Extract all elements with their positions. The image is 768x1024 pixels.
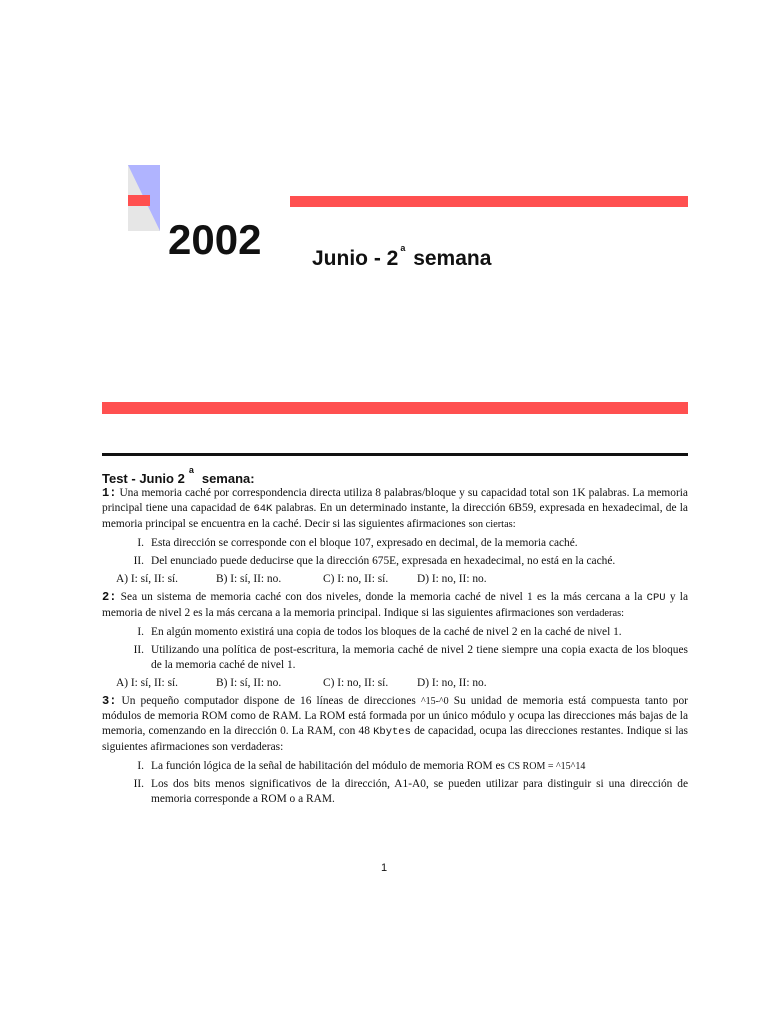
rom-enable-formula: CS ROM = ^15^14 [507, 761, 586, 772]
statement-item: I. En algún momento existirá una copia de todos los bloques de la caché de nivel 2 en la caché de nivel 1. [137, 626, 622, 638]
header-accent-bar [290, 196, 688, 207]
header-decoration [128, 165, 160, 231]
address-bits: A1-A0 [394, 778, 426, 790]
answer-option-a: A) I: sí, II: sí. [116, 677, 179, 689]
section-rule [102, 453, 688, 456]
statement-item: I. La función lógica de la señal de habilitación del módulo de memoria ROM es CS ROM = ^15^14 [137, 760, 586, 772]
test-title: Test - Junio 2$^a$semana: [102, 465, 255, 486]
question-number: 2: [102, 590, 117, 604]
question-number: 3: [102, 694, 117, 708]
statement-item: II. Del enunciado puede deducirse que la dirección 675E, expresada en hexadecimal, no está en la caché. [133, 555, 616, 567]
document-subtitle: Junio - 2 $^a$ semana [312, 243, 492, 270]
address-lines-expression: ^15-^0 [420, 696, 449, 707]
document-year: 2002 [168, 216, 262, 263]
statement-item: I. Esta dirección se corresponde con el bloque 107, expresado en decimal, de la memoria caché. [137, 537, 578, 549]
question-3 [102, 694, 688, 807]
page-number: 1 [380, 862, 388, 874]
answer-option-b: B) I: sí, II: no. [216, 573, 282, 585]
question-2-statement: 2: Sea un sistema de memoria caché con dos niveles, donde la memoria caché de nivel 1 es la más cercana a la CPU y la memoria de nivel 2 es la más cercana a la memoria principal. Indique si las siguientes afirmaciones son verdaderas: [102, 590, 689, 619]
answer-option-b: B) I: sí, II: no. [216, 677, 282, 689]
answer-option-c: C) I: no, II: sí. [323, 677, 389, 689]
answer-option-a: A) I: sí, II: sí. [116, 573, 179, 585]
answer-option-d: D) I: no, II: no. [417, 677, 487, 689]
answer-options [116, 676, 688, 691]
statement-item: II. Los dos bits menos significativos de la dirección, A1-A0, se pueden utilizar para distinguir si una dirección de memoria corresponde a ROM o a RAM. [133, 778, 689, 805]
statement-item: II. Utilizando una política de post-escritura, la memoria caché de nivel 2 tiene siempre una copia exacta de los bloques de la memoria caché de nivel 1. [133, 644, 688, 671]
question-3-statement: 3: Un pequeño computador dispone de 16 líneas de direcciones ^15-^0 Su unidad de memoria está compuesta tanto por módulos de memoria ROM como de RAM. La ROM está formada por un único módulo y ocupa las direcciones más bajas de la memoria, comenzando en la dirección 0. La RAM, con 48 Kbytes de capacidad, ocupa las direcciones restantes. Indique si las siguientes afirmaciones son verdaderas: [102, 694, 688, 753]
questions-body [102, 486, 688, 810]
question-1 [102, 486, 688, 587]
answer-option-d: D) I: no, II: no. [417, 573, 487, 585]
question-1-statement: 1: Una memoria caché por correspondencia directa utiliza 8 palabras/bloque y su capacidad total son 1K palabras. La memoria principal tiene una capacidad de 64K palabras. En un determinado instante, la dirección 6B59, expresada en hexadecimal, de la memoria principal se encuentra en la caché. Decir si las siguientes afirmaciones son ciertas: [102, 486, 688, 530]
question-number: 1: [102, 486, 117, 500]
answer-option-c: C) I: no, II: sí. [323, 573, 389, 585]
answer-options [116, 572, 688, 587]
section-divider-bar [102, 402, 688, 414]
question-2 [102, 590, 688, 691]
